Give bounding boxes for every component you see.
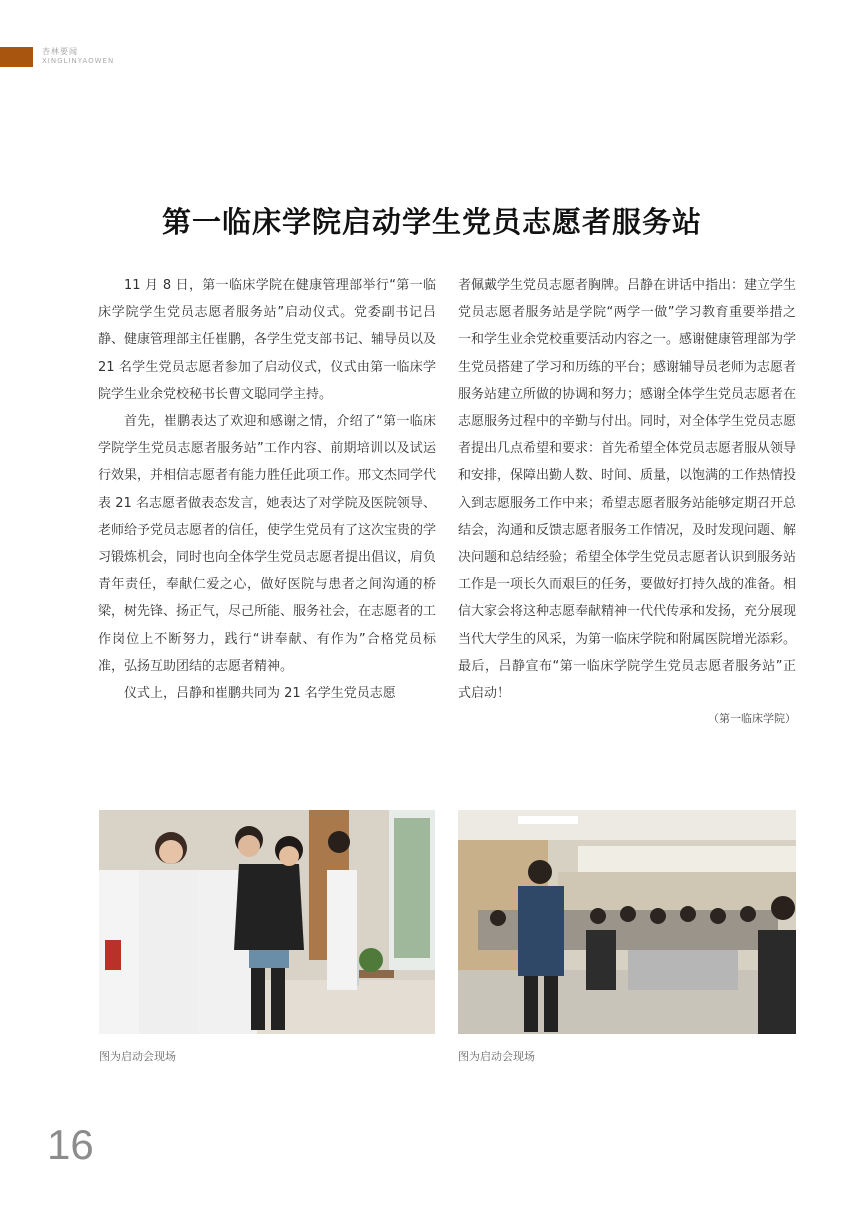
article-title: 第一临床学院启动学生党员志愿者服务站	[161, 205, 702, 239]
page-number: 16	[47, 1121, 94, 1168]
paragraph: 11 月 8 日，第一临床学院在健康管理部举行“第一临床学院学生党员志愿者服务站”启动仪式。党委副书记吕静、健康管理部主任崔鹏，各学生党支部书记、辅导员以及 21 名学生党员志愿者参加了启动仪式，仪式由第一临床学院学生业余党校秘书长曹文聪同学主持。	[98, 278, 437, 402]
paragraph: 仪式上，吕静和崔鹏共同为 21 名学生党员志愿	[124, 686, 396, 702]
photo-badge-ceremony	[99, 810, 435, 1034]
photo-caption: 图为启动会现场	[458, 1050, 535, 1063]
photo-caption: 图为启动会现场	[99, 1050, 176, 1063]
paragraph: 者佩戴学生党员志愿者胸牌。吕静在讲话中指出：建立学生党员志愿者服务站是学院“两学一做”学习教育重要举措之一和学生业余党校重要活动内容之一。感谢健康管理部为学生党员搭建了学习和历练的平台；感谢辅导员老师为志愿者服务站建立所做的协调和努力；感谢全体学生党员志愿者在志愿服务过程中的辛勤与付出。同时，对全体学生党员志愿者提出几点希望和要求：首先希望全体党员志愿者服从领导和安排，保障出勤人数、时间、质量，以饱满的工作热情投入到志愿服务工作中来；希望志愿者服务站能够定期召开总结会，沟通和反馈志愿者服务工作情况，及时发现问题、解决问题和总结经验；希望全体学生党员志愿者认识到服务站工作是一项长久而艰巨的任务，要做好打持久战的准备。相信大家会将这种志愿奉献精神一代代传承和发扬，充分展现当代大学生的风采，为第一临床学院和附属医院增光添彩。最后，吕静宣布“第一临床学院学生党员志愿者服务站”正式启动！	[458, 278, 797, 702]
paragraph: 首先，崔鹏表达了欢迎和感谢之情，介绍了“第一临床学院学生党员志愿者服务站”工作内容、前期培训以及试运行效果，并相信志愿者有能力胜任此项工作。邢文杰同学代表 21 名志愿者做表态发言，她表达了对学院及医院领导、老师给予党员志愿者的信任，使学生党员有了这次宝贵的学习锻炼机会，同时也向全体学生党员志愿者提出倡议，肩负青年责任，奉献仁爱之心，做好医院与患者之间沟通的桥梁，树先锋、扬正气，尽己所能、服务社会，在志愿者的工作岗位上不断努力，践行“讲奉献、有作为”合格党员标准，弘扬互助团结的志愿者精神。	[98, 414, 437, 674]
article-signature: （第一临床学院）	[708, 712, 796, 726]
photo-meeting-hall	[458, 810, 796, 1034]
article-column-left	[98, 272, 436, 707]
section-label-pinyin: XINGLINYAOWEN	[42, 57, 115, 65]
section-label: 杏林要闻	[42, 47, 78, 56]
section-tag-bar	[0, 47, 33, 67]
article-column-right	[458, 272, 796, 729]
